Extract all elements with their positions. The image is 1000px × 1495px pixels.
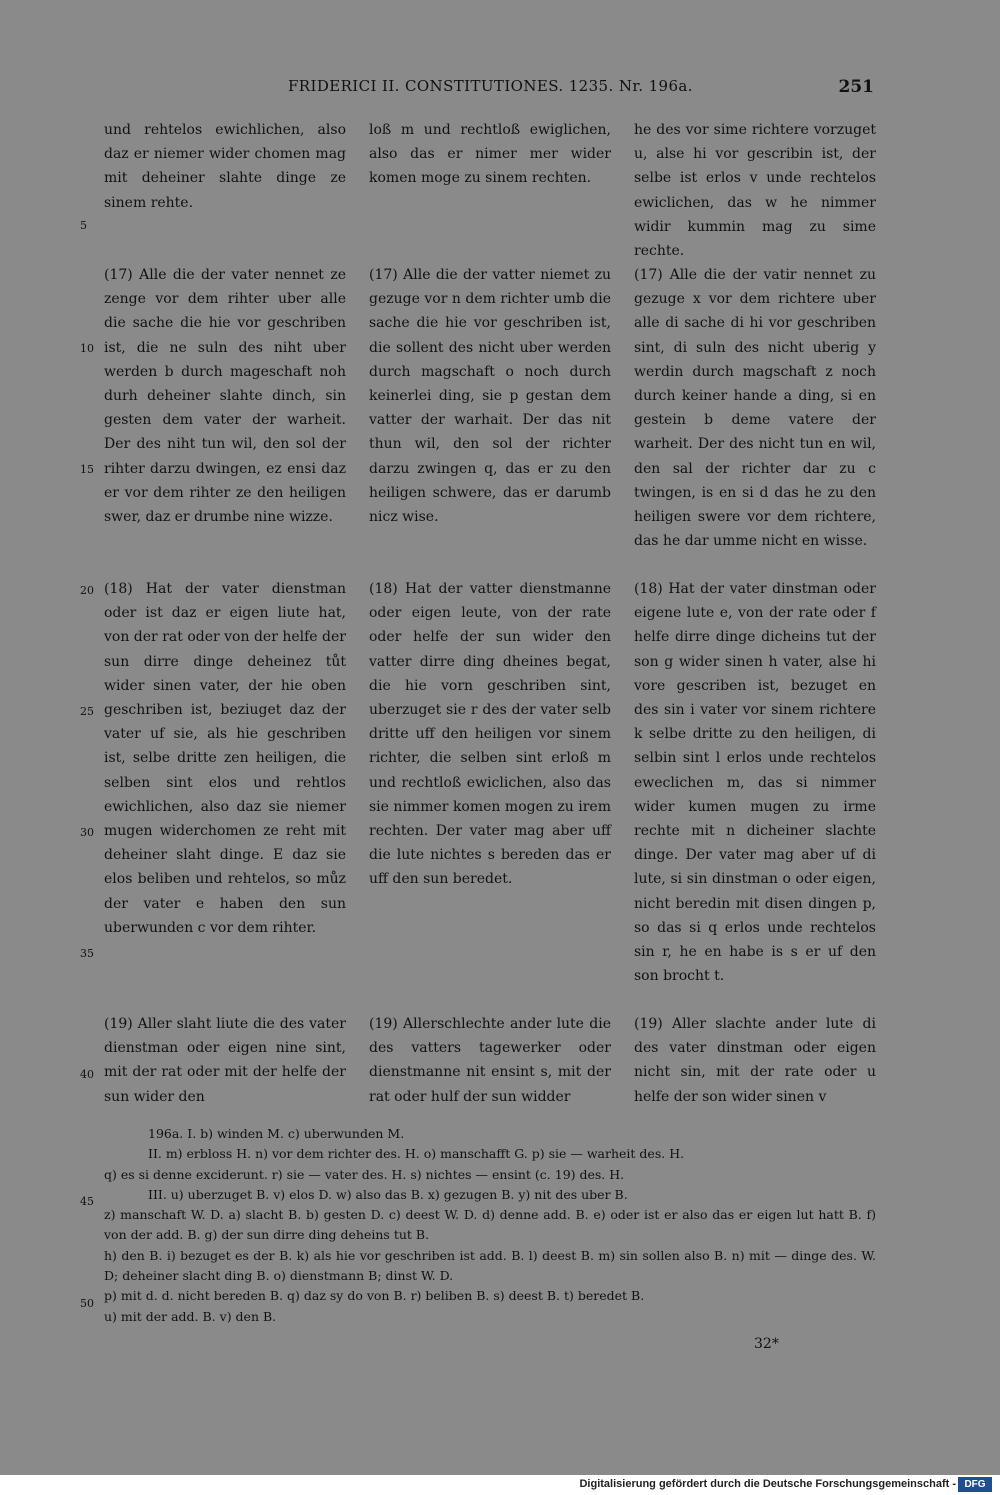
line-number: 20 bbox=[80, 584, 94, 597]
middle-para-intro: loß m und rechtloß ewiglichen, also das er nimer mer wider komen moge zu sinem rechten. bbox=[369, 122, 611, 187]
footnote-line: q) es si denne exciderunt. r) sie — vater des. H. s) nichtes — ensint (c. 19) des. H. bbox=[104, 1166, 625, 1182]
digitization-footer bbox=[0, 1475, 1000, 1495]
line-number: 35 bbox=[80, 947, 94, 960]
footnote-line: 196a. I. b) winden M. c) uberwunden M. bbox=[148, 1126, 405, 1141]
right-para-18: (18) Hat der vater dinstman oder eigene lute e, von der rate oder f helfe dirre dinge dicheins tut der son g wider sinen h vater, alse hi vore gescriben ist, bezuget en des sin i vater vor sinem richtere k selbe dritte zu den heiligen, di selbin sint l erlos unde rechtelos eweclichen m, das si nimmer wider kumen mugen zu irme rechte mit n dicheiner slachte dinge. Der vater mag aber uf di lute, si sin dinstman o oder eigen, nicht beredin mit disen dingen p, so das si q erlos unde rechtelos sin r, he en habe is s er uf den son brocht t. bbox=[634, 581, 876, 985]
left-para-18: (18) Hat der vater dienstman oder ist daz er eigen liute hat, von der rat oder von der helfe der sun dirre dinge deheinez tůt wider sinen vater, der hie oben geschriben ist, beziuget daz der vater uf sie, als hie geschriben ist, selbe dritte zen heiligen, die selben sint elos und rehtlos ewichlichen, also daz sie niemer mugen widerchomen ze reht mit deheiner slaht dinge. E daz sie elos beliben und rehtelos, so můz der vater e haben den sun uberwunden c vor dem rihter. bbox=[104, 581, 346, 936]
right-column-text bbox=[634, 577, 876, 988]
left-para-17: (17) Alle die der vater nennet ze zenge vor dem rihter uber alle die sache die hie vor geschriben ist, die ne suln des niht uber werden b durch mageschaft noh durh deheiner slahte dinch, sin gesten dem vater der warheit. Der des niht tun wil, den sol der rihter darzu dwingen, ez ensi daz er vor dem rihter ze den heiligen swer, daz er drumbe nine wizze. bbox=[104, 267, 346, 526]
right-column-text bbox=[634, 1012, 876, 1109]
right-column-text bbox=[634, 263, 876, 553]
left-column-text bbox=[104, 1012, 346, 1109]
printer-signature: 32* bbox=[754, 1336, 779, 1352]
left-column-text bbox=[104, 118, 346, 215]
footer-credit-text: Digitalisierung gefördert durch die Deutsche Forschungsgemeinschaft - bbox=[579, 1478, 956, 1490]
middle-column-text bbox=[369, 1012, 611, 1109]
middle-column-text bbox=[369, 263, 611, 529]
right-para-intro: he des vor sime richtere vorzuget u, alse hi vor gescribin ist, der selbe ist erlos v unde rechtelos ewiclichen, das w he nimmer widir kummin mag zu sime rechte. bbox=[634, 122, 876, 260]
right-para-17: (17) Alle die der vatir nennet zu gezuge x vor dem richtere uber alle di sache di hi vor geschriben sint, di suln des nicht uberig y werdin durch magschaft z noch durch keiner hande a ding, si en gestein b deme vatere der warheit. Der des nicht tun en wil, den sal der richter dar zu c twingen, is en si d das he zu den heiligen swere vor dem richtere, das he dar umme nicht en wisse. bbox=[634, 267, 876, 550]
middle-column-text bbox=[369, 118, 611, 191]
middle-para-18: (18) Hat der vatter dienstmanne oder eigen leute, von der rate oder helfe der sun wider den vatter dirre ding dheines begat, die hie vorn geschriben sint, uberzuget sie r des der vater selb dritte uff den heiligen vor sinem richter, die selben sint erloß m und rechtloß ewiclichen, also das sie nimmer komen mogen zu irem rechten. Der vater mag aber uff die lute nichtes s bereden das er uff den sun beredet. bbox=[369, 581, 611, 888]
line-number: 5 bbox=[80, 219, 87, 232]
line-number: 15 bbox=[80, 463, 94, 476]
line-number: 25 bbox=[80, 705, 94, 718]
line-number: 30 bbox=[80, 826, 94, 839]
left-column-text bbox=[104, 577, 346, 940]
right-column-text bbox=[634, 118, 876, 263]
middle-column-text bbox=[369, 577, 611, 892]
footnote-line: III. u) uberzuget B. v) elos D. w) also das B. x) gezugen B. y) nit des uber B. bbox=[148, 1186, 628, 1202]
left-column-text bbox=[104, 263, 346, 529]
footnote-line: h) den B. i) bezuget es der B. k) als hie vor geschriben ist add. B. l) deest B. m) sin sollen also B. n) mit — dinge des. W. D; deheiner slacht ding B. o) dienstmann B; dinst W. D. bbox=[104, 1247, 876, 1284]
left-para-intro: und rehtelos ewichlichen, also daz er niemer wider chomen mag mit deheiner slahte dinge ze sinem rehte. bbox=[104, 122, 346, 211]
footnote-line: p) mit d. d. nicht bereden B. q) daz sy do von B. r) beliben B. s) deest B. t) beredet B. bbox=[104, 1288, 645, 1304]
line-number: 50 bbox=[80, 1297, 94, 1310]
left-para-19: (19) Aller slaht liute die des vater dienstman oder eigen nine sint, mit der rat oder mit der helfe der sun wider den bbox=[104, 1016, 346, 1105]
running-header-title: FRIDERICI II. CONSTITUTIONES. 1235. Nr. 196a. bbox=[288, 77, 693, 95]
footnote-line: u) mit der add. B. v) den B. bbox=[104, 1308, 277, 1324]
footnotes bbox=[104, 1124, 876, 1327]
dfg-logo-icon: DFG bbox=[958, 1477, 992, 1492]
line-number: 10 bbox=[80, 342, 94, 355]
line-number: 45 bbox=[80, 1195, 94, 1208]
right-para-19: (19) Aller slachte ander lute di des vater dinstman oder eigen nicht sin, mit der rate oder u helfe der son wider sinen v bbox=[634, 1016, 876, 1105]
line-number: 40 bbox=[80, 1068, 94, 1081]
middle-para-19: (19) Allerschlechte ander lute die des vatters tagewerker oder dienstmanne nit ensint s, mit der rat oder hulf der sun widder bbox=[369, 1016, 611, 1105]
footnote-line: z) manschaft W. D. a) slacht B. b) gesten D. c) deest W. D. d) denne add. B. e) oder ist er also das er eigen lut hatt B. f) von der add. B. g) der sun dirre ding deheins tut B. bbox=[104, 1207, 876, 1243]
footnote-line: II. m) erbloss H. n) vor dem richter des. H. o) manschafft G. p) sie — warheit des. H. bbox=[148, 1146, 685, 1162]
middle-para-17: (17) Alle die der vatter niemet zu gezuge vor n dem richter umb die sache die hie vor geschriben ist, die sollent des nicht uber werden durch magschaft o noch durch keinerlei ding, sie p gestan dem vatter der warhait. Der das nit thun wil, den sol der richter darzu zwingen q, das er zu den heiligen schwere, das er darumb nicz wise. bbox=[369, 267, 611, 526]
page-number: 251 bbox=[838, 77, 874, 97]
